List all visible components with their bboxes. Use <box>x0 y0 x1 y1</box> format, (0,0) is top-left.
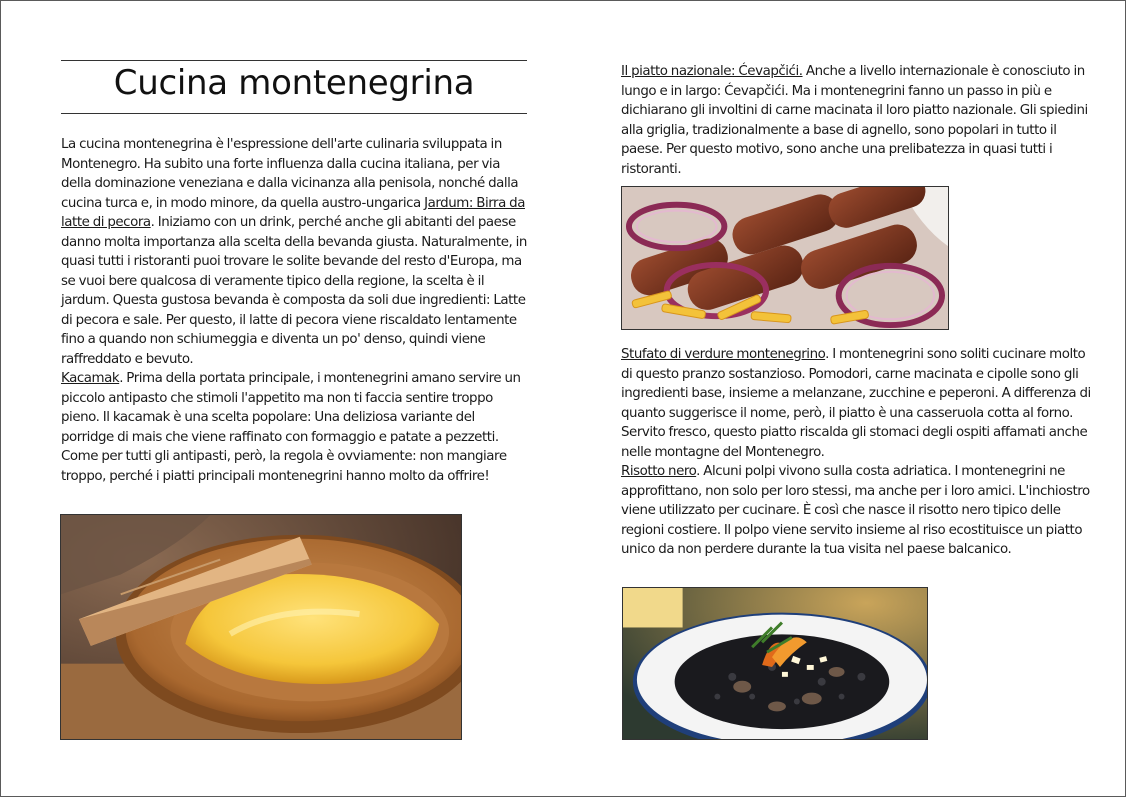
kacamak-image <box>61 515 461 739</box>
kacamak-paragraph <box>61 369 529 486</box>
stufato-heading: Stufato di verdure montenegrino <box>621 347 826 362</box>
risotto-text: . Alcuni polpi vivono sulla costa adriatica. I montenegrini ne approfittano, non solo per loro stessi, ma anche per i loro amici. L'inchiostro viene utilizzato per cucinare. È così che nasce il risotto nero tipico delle regioni costiere. Il polpo viene servito insieme al riso ecostituisce un piatto unico da non perdere durante la tua visita nel paese balcanico. <box>621 464 1090 557</box>
left-column-text <box>61 135 529 486</box>
cevapcici-heading: Il piatto nazionale: Ćevapčići. <box>621 64 803 79</box>
kacamak-heading: Kacamak <box>61 371 120 386</box>
cevapcici-text: Anche a livello internazionale è conosciuto in lungo e in largo: Ćevapčići. Ma i montenegrini fanno un passo in più e dichiarano gli involtini di carne macinata il loro piatto nazionale. Gli spiedini alla griglia, tradizionalmente a base di agnello, sono popolari in tutto il paese. Per questo motivo, sono anche una prelibatezza in quasi tutti i ristoranti. <box>621 64 1088 177</box>
stufato-text: . I montenegrini sono soliti cucinare molto di questo pranzo sostanzioso. Pomodori, carne macinata e cipolle sono gli ingredienti base, insieme a melanzane, zucchine e peperoni. A differenza di quanto suggerisce il nome, però, il piatto è una casseruola cotta al forno. Servito fresco, questo piatto riscalda gli stomaci degli ospiti affamati anche nelle montagne del Montenegro. <box>621 347 1091 460</box>
intro-paragraph <box>61 135 529 369</box>
kacamak-photo <box>60 514 462 740</box>
intro-text: La cucina montenegrina è l'espressione dell'arte culinaria sviluppata in Montenegro. Ha subito una forte influenza dalla cucina italiana, per via della dominazione veneziana e dalla vicinanza alla penisola, nonché dalla cucina turca e, in modo minore, da quella austro-ungarica <box>61 137 519 211</box>
black-risotto-photo <box>622 587 928 740</box>
jardum-text: . Iniziamo con un drink, perché anche gli abitanti del paese danno molta importanza alla scelta della bevanda giusta. Naturalmente, in quasi tutti i ristoranti puoi trovare le solite bevande del resto d'Europa, ma se vuoi bere qualcosa di veramente tipico della regione, la scelta è il jardum. Questa gustosa bevanda è composta da soli due ingredienti: Latte di pecora e sale. Per questo, il latte di pecora viene riscaldato lentamente fino a quando non schiumeggia e diventa un po' denso, quindi viene raffreddato e bevuto. <box>61 215 527 367</box>
jardum-heading: Jardum: Birra da latte di pecora <box>61 195 525 230</box>
right-column-top-text <box>621 62 1091 179</box>
black-risotto-image <box>623 588 927 739</box>
cevapcici-photo <box>621 186 949 330</box>
cevapcici-paragraph <box>621 62 1091 179</box>
kacamak-text: . Prima della portata principale, i montenegrini amano servire un piccolo antipasto che stimoli l'appetito ma non ti faccia sentire troppo pieno. Il kacamak è una scelta popolare: Una deliziosa variante del porridge di mais che viene raffinato con formaggio e patate a pezzetti. Come per tutti gli antipasti, però, la regola è ovviamente: non mangiare troppo, perché i piatti principali montenegrini hanno molto da offrire! <box>61 371 521 484</box>
cevapcici-image <box>622 187 948 329</box>
risotto-paragraph <box>621 462 1091 560</box>
title-rule-top <box>61 60 527 61</box>
right-column-middle-text <box>621 345 1091 560</box>
title-rule-bottom <box>61 113 527 114</box>
stufato-paragraph <box>621 345 1091 462</box>
page-title: Cucina montenegrina <box>113 63 475 103</box>
risotto-heading: Risotto nero <box>621 464 697 479</box>
